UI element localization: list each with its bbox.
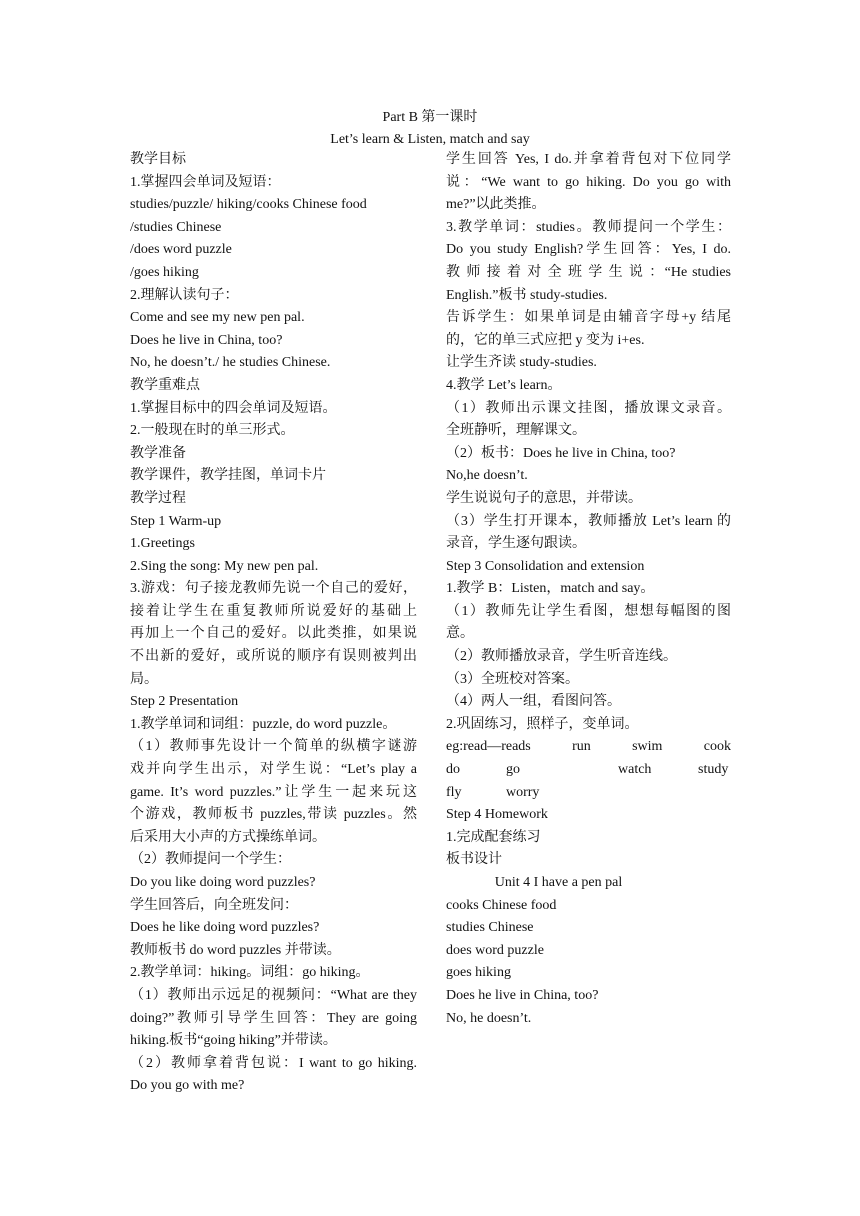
text-line: 教学重难点 <box>130 377 200 393</box>
board-line: goes hiking <box>446 965 511 981</box>
exercise-word: worry <box>506 784 540 800</box>
text-line: 接着让学生在重复教师所说爱好的基础上 <box>130 603 417 619</box>
text-line: 再加上一个自己的爱好。以此类推，如果说 <box>130 626 417 642</box>
exercise-word: do <box>446 762 460 778</box>
text-line: 告诉学生：如果单词是由辅音字母+y 结尾 <box>446 310 731 326</box>
text-line: 1.完成配套练习 <box>446 829 541 845</box>
board-line: studies Chinese <box>446 920 534 936</box>
exercise-word: eg:read—reads <box>446 739 531 755</box>
text-line: No,he doesn’t. <box>446 468 528 484</box>
text-line: hiking.板书“going hiking”并带读。 <box>130 1033 337 1049</box>
text-line: （2）教师提问一个学生： <box>130 852 291 868</box>
text-line: 2.Sing the song: My new pen pal. <box>130 558 319 574</box>
lesson-title: Part B 第一课时 <box>382 110 478 125</box>
exercise-word: fly <box>446 784 462 800</box>
text-line: Step 4 Homework <box>446 807 548 823</box>
text-line: 1.Greetings <box>130 536 195 552</box>
exercise-word: cook <box>703 739 731 755</box>
text-line: Does he like doing word puzzles? <box>130 920 320 936</box>
text-line: （2）板书：Does he live in China, too? <box>446 445 676 461</box>
text-line: （3）学生打开课本，教师播放 Let’s learn 的 <box>446 513 731 529</box>
exercise-word: study <box>698 762 729 778</box>
exercise-word: go <box>506 762 520 778</box>
text-line: （1）教师出示远足的视频问：“What are they <box>130 987 417 1003</box>
text-line: 录音，学生逐句跟读。 <box>446 536 586 552</box>
text-line: 2.教学单词：hiking。词组：go hiking。 <box>130 965 370 981</box>
text-line: 3.游戏：句子接龙教师先说一个自己的爱好， <box>130 581 417 597</box>
text-line: Step 3 Consolidation and extension <box>446 558 645 574</box>
text-line: 3.教学单词：studies。教师提问一个学生： <box>446 219 731 235</box>
text-line: 学生说说句子的意思，并带读。 <box>446 490 642 506</box>
text-line: 教学过程 <box>130 490 186 506</box>
text-line: 说：“We want to go hiking. Do you go with <box>446 174 731 190</box>
text-line: /goes hiking <box>130 264 199 280</box>
text-line: 学生回答后，向全班发问： <box>130 897 298 913</box>
board-line: cooks Chinese food <box>446 897 557 913</box>
text-line: Come and see my new pen pal. <box>130 310 305 326</box>
text-line: 教学目标 <box>130 152 186 167</box>
text-line: 戏并向学生出示，对学生说：“Let’s play a <box>130 762 417 778</box>
text-line: 学生回答 Yes, I do.并拿着背包对下位同学 <box>446 152 731 167</box>
text-line: 1.教学单词和词组：puzzle, do word puzzle。 <box>130 716 397 732</box>
text-line: 后采用大小声的方式操练单词。 <box>130 829 326 845</box>
text-line: 2.理解认读句子： <box>130 287 239 303</box>
text-line: 4.教学 Let’s learn。 <box>446 377 562 393</box>
text-line: game. It’s word puzzles.”让学生一起来玩这 <box>130 784 417 800</box>
text-line: Does he live in China, too? <box>130 332 283 348</box>
text-line: （2）教师播放录音，学生听音连线。 <box>446 649 677 665</box>
text-line: Step 1 Warm-up <box>130 513 222 529</box>
text-line: doing?”教师引导学生回答：They are going <box>130 1010 417 1026</box>
text-line: me?”以此类推。 <box>446 197 546 213</box>
text-line: 1.教学 B：Listen，match and say。 <box>446 581 655 597</box>
text-line: （1）教师先让学生看图，想想每幅图的图 <box>446 603 731 619</box>
text-line: /does word puzzle <box>130 242 232 258</box>
text-line: （1）教师出示课文挂图，播放课文录音。 <box>446 400 731 416</box>
text-line: 局。 <box>130 671 158 687</box>
text-line: 让学生齐读 study-studies. <box>446 355 597 371</box>
text-line: 教 师 接 着 对 全 班 学 生 说 ：“He studies <box>446 264 731 280</box>
board-title: Unit 4 I have a pen pal <box>494 875 623 890</box>
text-line: （1）教师事先设计一个简单的纵横字谜游 <box>130 739 417 755</box>
text-line: （2）教师拿着背包说：I want to go hiking. <box>130 1055 417 1071</box>
text-line: （4）两人一组，看图问答。 <box>446 694 621 710</box>
text-line: 意。 <box>446 626 474 642</box>
exercise-row <box>446 736 731 759</box>
text-line: 2.一般现在时的单三形式。 <box>130 423 295 439</box>
exercise-word: watch <box>618 762 652 778</box>
board-line: does word puzzle <box>446 942 544 958</box>
text-line: 1.掌握目标中的四会单词及短语。 <box>130 400 337 416</box>
right-column <box>446 149 731 1030</box>
text-line: 教学准备 <box>130 445 186 461</box>
text-line: studies/puzzle/ hiking/cooks Chinese food <box>130 197 367 213</box>
text-line: 全班静听，理解课文。 <box>446 423 586 439</box>
text-line: 的，它的单三式应把 y 变为 i+es. <box>446 332 645 348</box>
text-line: 不出新的爱好，或所说的顺序有误则被判出 <box>130 649 417 665</box>
text-line: Do you like doing word puzzles? <box>130 875 316 890</box>
text-line: Do you go with me? <box>130 1078 245 1094</box>
exercise-word: run <box>572 739 591 755</box>
text-line: Do you study English?学生回答：Yes, I do. <box>446 242 731 258</box>
lesson-subtitle: Let’s learn & Listen, match and say <box>330 132 530 147</box>
text-line: No, he doesn’t./ he studies Chinese. <box>130 355 331 371</box>
text-line: 2.巩固练习，照样子，变单词。 <box>446 716 639 732</box>
text-line: 板书设计 <box>446 852 502 868</box>
board-line: No, he doesn’t. <box>446 1010 532 1026</box>
text-line: 个游戏，教师板书 puzzles,带读 puzzles。然 <box>130 807 417 823</box>
text-line: 教师板书 do word puzzles 并带读。 <box>130 942 341 958</box>
text-line: （3）全班校对答案。 <box>446 671 579 687</box>
board-line: Does he live in China, too? <box>446 987 599 1003</box>
exercise-word: swim <box>632 739 663 755</box>
exercise-row <box>446 759 731 782</box>
text-line: 教学课件，教学挂图，单词卡片 <box>130 468 326 484</box>
text-line: Step 2 Presentation <box>130 694 239 710</box>
left-column <box>130 149 417 1098</box>
text-line: English.”板书 study-studies. <box>446 287 608 303</box>
text-line: 1.掌握四会单词及短语： <box>130 174 281 190</box>
text-line: /studies Chinese <box>130 219 222 235</box>
exercise-row <box>446 782 731 805</box>
